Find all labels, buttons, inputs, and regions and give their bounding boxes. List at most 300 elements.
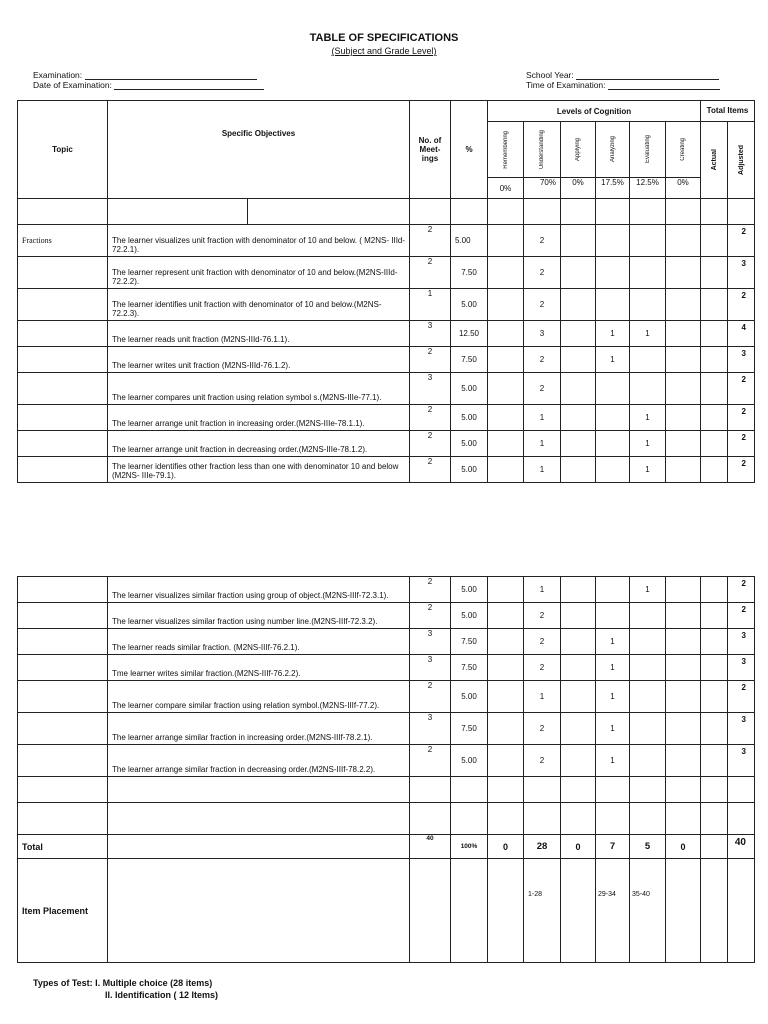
- percent-cell: 7.50: [451, 629, 488, 655]
- applying-cell: [561, 373, 596, 405]
- placement-evaluating: 35-40: [630, 859, 666, 963]
- meetings-header-line-3: ings: [421, 154, 439, 164]
- blank-cell: [666, 777, 701, 803]
- topic-header: Topic: [18, 101, 108, 199]
- meetings-header: [410, 101, 451, 199]
- total-items-header: Total Items: [701, 101, 755, 122]
- blank-cell: [488, 803, 524, 835]
- understanding-cell: 2: [524, 655, 561, 681]
- evaluating-cell: [630, 225, 666, 257]
- table-row: [18, 713, 755, 745]
- document-title: TABLE OF SPECIFICATIONS: [309, 32, 459, 44]
- blank-cell: [666, 199, 701, 225]
- topic-cell: [18, 713, 108, 745]
- topic-cell: [18, 457, 108, 483]
- time-label: Time of Examination:: [526, 80, 606, 90]
- evaluating-cell: [630, 347, 666, 373]
- evaluating-cell: [630, 373, 666, 405]
- evaluating-percent: 12.5%: [630, 178, 666, 199]
- creating-cell: [666, 457, 701, 483]
- analyzing-cell: [596, 577, 630, 603]
- blank-cell: [248, 199, 410, 225]
- analyzing-cell: [596, 373, 630, 405]
- blank-cell: [524, 199, 561, 225]
- placement-actual: [701, 859, 728, 963]
- adjusted-cell: 2: [728, 681, 755, 713]
- placement-analyzing: 29-34: [596, 859, 630, 963]
- analyzing-cell: [596, 289, 630, 321]
- applying-cell: [561, 225, 596, 257]
- total-actual: [701, 835, 728, 859]
- creating-cell: [666, 713, 701, 745]
- placement-percent-cell: [451, 859, 488, 963]
- creating-cell: [666, 347, 701, 373]
- analyzing-cell: [596, 431, 630, 457]
- objective-cell: Tme learner writes similar fraction.(M2NS-IIIf-76.2.2).: [108, 655, 410, 681]
- date-blank: [114, 81, 264, 90]
- applying-cell: [561, 405, 596, 431]
- percent-cell: 5.00: [451, 289, 488, 321]
- topic-cell: [18, 603, 108, 629]
- actual-cell: [701, 405, 728, 431]
- understanding-cell: 2: [524, 745, 561, 777]
- evaluating-header: Evaluating: [630, 122, 666, 178]
- adjusted-cell: 3: [728, 745, 755, 777]
- blank-cell: [18, 777, 108, 803]
- percent-cell: 5.00: [451, 405, 488, 431]
- objective-cell: The learner compare similar fraction using relation symbol.(M2NS-IIIf-77.2).: [108, 681, 410, 713]
- total-evaluating: 5: [630, 835, 666, 859]
- placement-adjusted: [728, 859, 755, 963]
- objective-cell: The learner visualizes similar fraction using group of object.(M2NS-IIIf-72.3.1).: [108, 577, 410, 603]
- examination-blank: [85, 71, 257, 80]
- adjusted-cell: 3: [728, 655, 755, 681]
- creating-cell: [666, 225, 701, 257]
- applying-cell: [561, 713, 596, 745]
- placement-objectives-cell: [108, 859, 410, 963]
- creating-header: Creating: [666, 122, 701, 178]
- remembering-cell: [488, 257, 524, 289]
- placement-meetings-cell: [410, 859, 451, 963]
- remembering-cell: [488, 745, 524, 777]
- adjusted-cell: 2: [728, 373, 755, 405]
- applying-cell: [561, 603, 596, 629]
- blank-cell: [488, 199, 524, 225]
- blank-cell: [596, 803, 630, 835]
- remembering-cell: [488, 289, 524, 321]
- total-applying: 0: [561, 835, 596, 859]
- evaluating-cell: [630, 603, 666, 629]
- table-row: [18, 577, 755, 603]
- understanding-cell: 2: [524, 225, 561, 257]
- actual-cell: [701, 681, 728, 713]
- evaluating-cell: [630, 289, 666, 321]
- adjusted-cell: 3: [728, 629, 755, 655]
- percent-cell: 7.50: [451, 713, 488, 745]
- adjusted-cell: 4: [728, 321, 755, 347]
- percent-cell: 7.50: [451, 347, 488, 373]
- total-meetings: 40: [410, 835, 451, 859]
- understanding-cell: 2: [524, 373, 561, 405]
- evaluating-cell: 1: [630, 405, 666, 431]
- actual-cell: [701, 577, 728, 603]
- levels-header: Levels of Cognition: [488, 101, 701, 122]
- blank-cell: [524, 803, 561, 835]
- topic-cell: [18, 577, 108, 603]
- placement-remembering: [488, 859, 524, 963]
- analyzing-cell: [596, 225, 630, 257]
- table-row: [18, 257, 755, 289]
- blank-cell: [18, 199, 108, 225]
- meetings-cell: 3: [410, 321, 451, 347]
- analyzing-cell: 1: [596, 629, 630, 655]
- total-row: [18, 835, 755, 859]
- objective-cell: The learner identifies other fraction less than one with denominator 10 and below (M2NS- IIIe-79.1).: [108, 457, 410, 483]
- applying-percent: 0%: [561, 178, 596, 199]
- time-blank: [608, 81, 720, 90]
- topic-cell: [18, 745, 108, 777]
- understanding-header: Understanding: [524, 122, 561, 178]
- placement-understanding: 1-28: [524, 859, 561, 963]
- creating-cell: [666, 289, 701, 321]
- blank-cell: [451, 803, 488, 835]
- creating-cell: [666, 745, 701, 777]
- adjusted-cell: 3: [728, 257, 755, 289]
- meetings-cell: 3: [410, 655, 451, 681]
- percent-cell: 5.00: [451, 603, 488, 629]
- objective-cell: The learner reads similar fraction. (M2NS-IIIf-76.2.1).: [108, 629, 410, 655]
- meetings-cell: 1: [410, 289, 451, 321]
- actual-header: Actual: [701, 122, 728, 199]
- actual-cell: [701, 713, 728, 745]
- percent-cell: 12.50: [451, 321, 488, 347]
- creating-cell: [666, 405, 701, 431]
- creating-cell: [666, 629, 701, 655]
- actual-cell: [701, 745, 728, 777]
- adjusted-cell: 2: [728, 457, 755, 483]
- remembering-cell: [488, 431, 524, 457]
- applying-cell: [561, 321, 596, 347]
- understanding-cell: 1: [524, 457, 561, 483]
- adjusted-cell: 3: [728, 713, 755, 745]
- analyzing-cell: 1: [596, 347, 630, 373]
- blank-cell: [488, 777, 524, 803]
- analyzing-cell: [596, 457, 630, 483]
- total-creating: 0: [666, 835, 701, 859]
- meetings-cell: 3: [410, 373, 451, 405]
- blank-cell: [524, 777, 561, 803]
- meetings-cell: 2: [410, 745, 451, 777]
- blank-cell: [728, 199, 755, 225]
- creating-cell: [666, 431, 701, 457]
- applying-cell: [561, 629, 596, 655]
- analyzing-cell: 1: [596, 713, 630, 745]
- adjusted-cell: 2: [728, 225, 755, 257]
- percent-cell: 5.00: [451, 373, 488, 405]
- applying-cell: [561, 681, 596, 713]
- applying-header: Applying: [561, 122, 596, 178]
- meetings-cell: 2: [410, 431, 451, 457]
- specification-table-part-1: [17, 100, 755, 483]
- creating-cell: [666, 257, 701, 289]
- analyzing-cell: 1: [596, 745, 630, 777]
- evaluating-cell: [630, 745, 666, 777]
- objective-cell: The learner reads unit fraction (M2NS-IIId-76.1.1).: [108, 321, 410, 347]
- topic-cell: [18, 289, 108, 321]
- percent-cell: 5.00: [451, 225, 488, 257]
- adjusted-cell: 2: [728, 603, 755, 629]
- remembering-cell: [488, 457, 524, 483]
- remembering-cell: [488, 405, 524, 431]
- evaluating-cell: [630, 257, 666, 289]
- objective-cell: The learner represent unit fraction with denominator of 10 and below.(M2NS-IIId-72.2.2).: [108, 257, 410, 289]
- percent-cell: 7.50: [451, 257, 488, 289]
- creating-cell: [666, 321, 701, 347]
- topic-cell: [18, 347, 108, 373]
- blank-cell: [108, 199, 248, 225]
- total-objectives-cell: [108, 835, 410, 859]
- objective-cell: The learner arrange unit fraction in decreasing order.(M2NS-IIIe-78.1.2).: [108, 431, 410, 457]
- blank-cell: [561, 199, 596, 225]
- table-row: [18, 629, 755, 655]
- table-row: [18, 681, 755, 713]
- analyzing-cell: [596, 257, 630, 289]
- objective-cell: The learner visualizes unit fraction with denominator of 10 and below. ( M2NS- IIId- 72.2.1).: [108, 225, 410, 257]
- applying-cell: [561, 257, 596, 289]
- blank-cell: [630, 199, 666, 225]
- topic-cell: [18, 681, 108, 713]
- blank-cell: [410, 803, 451, 835]
- analyzing-percent: 17.5%: [596, 178, 630, 199]
- types-of-test-line-2: II. Identification ( 12 Items): [105, 990, 219, 1000]
- remembering-cell: [488, 681, 524, 713]
- blank-cell: [108, 803, 410, 835]
- total-analyzing: 7: [596, 835, 630, 859]
- table-row: [18, 373, 755, 405]
- adjusted-cell: 2: [728, 577, 755, 603]
- document-subtitle: (Subject and Grade Level): [331, 46, 437, 56]
- actual-cell: [701, 289, 728, 321]
- objective-cell: The learner arrange similar fraction in decreasing order.(M2NS-IIIf-78.2.2).: [108, 745, 410, 777]
- creating-cell: [666, 373, 701, 405]
- topic-cell: [18, 373, 108, 405]
- school-year-label: School Year:: [526, 70, 574, 80]
- objective-cell: The learner compares unit fraction using relation symbol s.(M2NS-IIIe-77.1).: [108, 373, 410, 405]
- remembering-cell: [488, 321, 524, 347]
- examination-label: Examination:: [33, 70, 83, 80]
- time-field: [526, 80, 720, 90]
- topic-cell: [18, 629, 108, 655]
- blank-cell: [410, 199, 451, 225]
- table-row: [18, 603, 755, 629]
- blank-cell: [18, 803, 108, 835]
- meetings-cell: 2: [410, 681, 451, 713]
- topic-cell: [18, 321, 108, 347]
- applying-cell: [561, 347, 596, 373]
- understanding-cell: 1: [524, 405, 561, 431]
- table-row: [18, 347, 755, 373]
- remembering-cell: [488, 629, 524, 655]
- blank-row: [18, 199, 755, 225]
- meetings-cell: 2: [410, 257, 451, 289]
- table-row: [18, 655, 755, 681]
- topic-cell: Fractions: [18, 225, 108, 257]
- evaluating-cell: 1: [630, 457, 666, 483]
- specification-table-part-2: [17, 576, 755, 963]
- blank-cell: [451, 777, 488, 803]
- blank-cell: [701, 803, 728, 835]
- meetings-cell: 2: [410, 603, 451, 629]
- applying-cell: [561, 457, 596, 483]
- table-row: [18, 225, 755, 257]
- objective-cell: The learner visualizes similar fraction using number line.(M2NS-IIIf-72.3.2).: [108, 603, 410, 629]
- table-row: [18, 289, 755, 321]
- table-row: [18, 457, 755, 483]
- percent-header: %: [451, 101, 488, 199]
- percent-cell: 5.00: [451, 457, 488, 483]
- meetings-cell: 2: [410, 347, 451, 373]
- creating-cell: [666, 577, 701, 603]
- adjusted-cell: 2: [728, 289, 755, 321]
- remembering-cell: [488, 603, 524, 629]
- meetings-header-line-2: Meet-: [419, 144, 441, 154]
- actual-cell: [701, 373, 728, 405]
- remembering-percent: 0%: [488, 178, 524, 199]
- actual-cell: [701, 629, 728, 655]
- blank-cell: [561, 777, 596, 803]
- actual-cell: [701, 257, 728, 289]
- objective-cell: The learner arrange unit fraction in increasing order.(M2NS-IIIe-78.1.1).: [108, 405, 410, 431]
- table-row: [18, 431, 755, 457]
- total-remembering: 0: [488, 835, 524, 859]
- understanding-cell: 2: [524, 603, 561, 629]
- date-field: [33, 80, 264, 90]
- remembering-cell: [488, 713, 524, 745]
- creating-cell: [666, 655, 701, 681]
- understanding-cell: 2: [524, 257, 561, 289]
- evaluating-cell: [630, 655, 666, 681]
- blank-cell: [701, 777, 728, 803]
- evaluating-cell: [630, 629, 666, 655]
- evaluating-cell: 1: [630, 577, 666, 603]
- types-of-test: [33, 977, 218, 1001]
- evaluating-cell: 1: [630, 321, 666, 347]
- percent-cell: 5.00: [451, 745, 488, 777]
- total-understanding: 28: [524, 835, 561, 859]
- understanding-cell: 2: [524, 629, 561, 655]
- analyzing-header: Analyzing: [596, 122, 630, 178]
- meetings-header-line-1: No. of: [418, 135, 442, 145]
- blank-cell: [108, 777, 410, 803]
- analyzing-cell: [596, 405, 630, 431]
- meetings-cell: 2: [410, 225, 451, 257]
- blank-cell: [410, 777, 451, 803]
- understanding-cell: 2: [524, 713, 561, 745]
- actual-cell: [701, 321, 728, 347]
- adjusted-header: Adjusted: [728, 122, 755, 199]
- school-year-field: [526, 70, 719, 80]
- percent-cell: 5.00: [451, 681, 488, 713]
- objective-cell: The learner writes unit fraction (M2NS-IIId-76.1.2).: [108, 347, 410, 373]
- types-of-test-line-1: Types of Test: I. Multiple choice (28 items): [33, 978, 213, 988]
- understanding-cell: 3: [524, 321, 561, 347]
- meetings-cell: 3: [410, 629, 451, 655]
- understanding-cell: 2: [524, 347, 561, 373]
- understanding-percent: 70%: [524, 178, 561, 199]
- evaluating-cell: [630, 681, 666, 713]
- examination-field: [33, 70, 257, 80]
- placement-creating: [666, 859, 701, 963]
- blank-cell: [596, 199, 630, 225]
- analyzing-cell: [596, 603, 630, 629]
- percent-cell: 5.00: [451, 431, 488, 457]
- applying-cell: [561, 289, 596, 321]
- item-placement-row: [18, 859, 755, 963]
- placement-applying: [561, 859, 596, 963]
- actual-cell: [701, 603, 728, 629]
- total-label: Total: [18, 835, 108, 859]
- adjusted-cell: 2: [728, 431, 755, 457]
- applying-cell: [561, 577, 596, 603]
- understanding-cell: 2: [524, 289, 561, 321]
- blank-row: [18, 777, 755, 803]
- blank-cell: [728, 803, 755, 835]
- applying-cell: [561, 431, 596, 457]
- blank-cell: [630, 803, 666, 835]
- understanding-cell: 1: [524, 577, 561, 603]
- adjusted-cell: 3: [728, 347, 755, 373]
- actual-cell: [701, 431, 728, 457]
- applying-cell: [561, 655, 596, 681]
- creating-cell: [666, 603, 701, 629]
- meetings-cell: 2: [410, 405, 451, 431]
- table-row: [18, 745, 755, 777]
- objectives-header: Specific Objectives: [108, 101, 410, 199]
- percent-cell: 7.50: [451, 655, 488, 681]
- total-adjusted: 40: [728, 835, 755, 859]
- understanding-cell: 1: [524, 681, 561, 713]
- blank-row: [18, 803, 755, 835]
- topic-cell: [18, 655, 108, 681]
- evaluating-cell: [630, 713, 666, 745]
- understanding-cell: 1: [524, 431, 561, 457]
- date-label: Date of Examination:: [33, 80, 112, 90]
- total-percent: 100%: [451, 835, 488, 859]
- remembering-cell: [488, 225, 524, 257]
- meetings-cell: 2: [410, 457, 451, 483]
- topic-cell: [18, 405, 108, 431]
- remembering-cell: [488, 655, 524, 681]
- meetings-cell: 2: [410, 577, 451, 603]
- blank-cell: [666, 803, 701, 835]
- remembering-header: Remembering: [488, 122, 524, 178]
- analyzing-cell: 1: [596, 681, 630, 713]
- remembering-cell: [488, 373, 524, 405]
- table-row: [18, 321, 755, 347]
- school-year-blank: [576, 71, 719, 80]
- remembering-cell: [488, 577, 524, 603]
- blank-cell: [596, 777, 630, 803]
- objective-cell: The learner arrange similar fraction in increasing order.(M2NS-IIIf-78.2.1).: [108, 713, 410, 745]
- topic-cell: [18, 431, 108, 457]
- blank-cell: [630, 777, 666, 803]
- meetings-cell: 3: [410, 713, 451, 745]
- creating-percent: 0%: [666, 178, 701, 199]
- remembering-cell: [488, 347, 524, 373]
- actual-cell: [701, 655, 728, 681]
- table-row: [18, 405, 755, 431]
- blank-cell: [561, 803, 596, 835]
